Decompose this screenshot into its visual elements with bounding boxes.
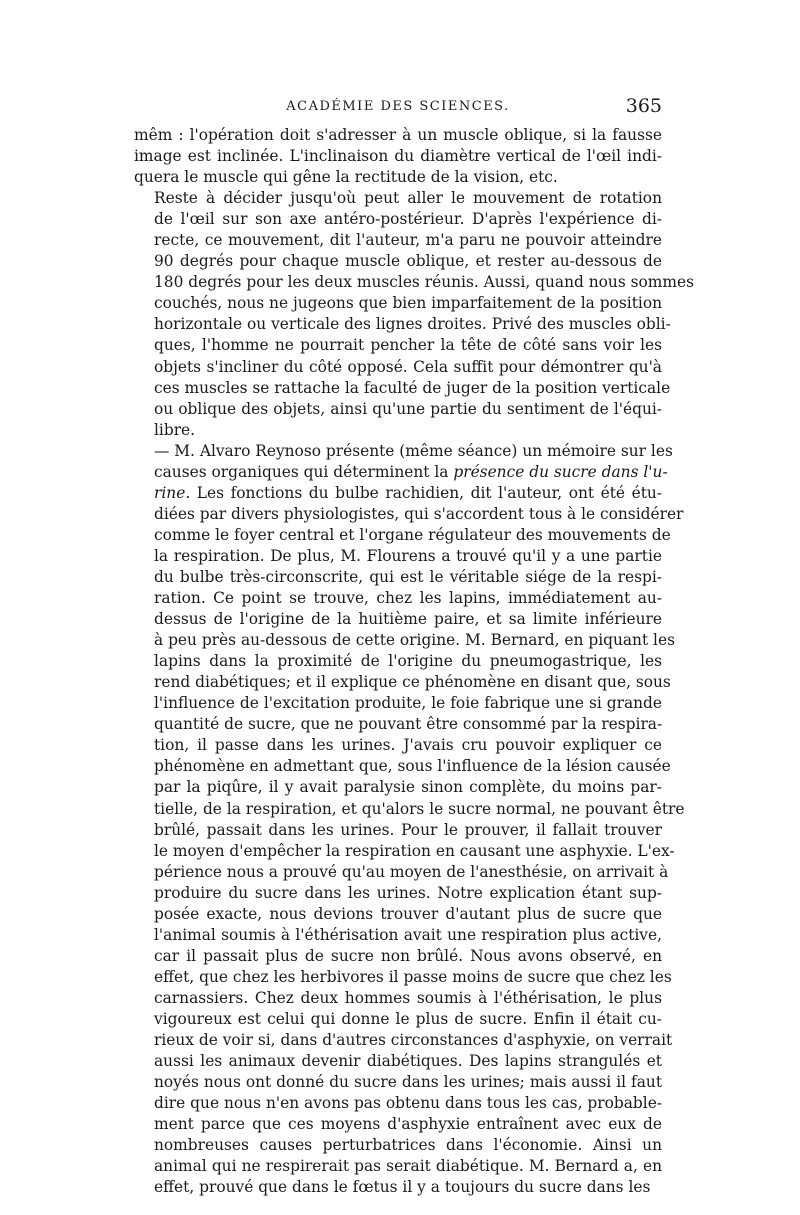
text-line: ment parce que ces moyens d'asphyxie entraînent avec eux de (154, 1115, 662, 1134)
running-header (134, 95, 662, 125)
text-line: causes organiques qui déterminent la présence du sucre dans l'u- (154, 462, 668, 481)
text-line: l'influence de l'excitation produite, le foie fabrique une si grande (154, 694, 662, 713)
text-line: l'animal soumis à l'éthérisation avait une respiration plus active, (154, 925, 662, 944)
paragraph (134, 125, 662, 188)
text-line: ou oblique des objets, ainsi qu'une partie du sentiment de l'équi- (154, 399, 662, 418)
text-line: rieux de voir si, dans d'autres circonstances d'asphyxie, on verrait (154, 1031, 673, 1050)
text-line: ces muscles se rattache la faculté de juger de la position verticale (154, 378, 671, 397)
text-line: horizontale ou verticale des lignes droites. Privé des muscles obli- (154, 315, 671, 334)
text-line: mêm : l'opération doit s'adresser à un muscle oblique, si la fausse (134, 126, 662, 144)
text-line: phénomène en admettant que, sous l'influence de la lésion causée (154, 757, 671, 776)
page-number: 365 (625, 95, 662, 117)
text-line: vigoureux est celui qui donne le plus de sucre. Enfin il était cu- (154, 1009, 662, 1028)
text-line: tion, il passe dans les urines. J'avais cru pouvoir expliquer ce (154, 736, 662, 755)
paragraph (134, 441, 685, 1199)
text-line: le moyen d'empêcher la respiration en causant une asphyxie. L'ex- (154, 841, 675, 860)
text-line: périence nous a prouvé qu'au moyen de l'anesthésie, on arrivait à (154, 862, 669, 881)
text-line: carnassiers. Chez deux hommes soumis à l'éthérisation, le plus (154, 988, 662, 1007)
text-line: dessus de l'origine de la huitième paire, et sa limite inférieure (154, 610, 662, 629)
text-line: animal qui ne respirerait pas serait diabétique. M. Bernard a, en (154, 1157, 662, 1176)
text-line: diées par divers physiologistes, qui s'accordent tous à le considérer (154, 504, 684, 523)
paragraph (134, 188, 694, 441)
text-line: posée exacte, nous devions trouver d'autant plus de sucre que (154, 904, 662, 923)
text-line: la respiration. De plus, M. Flourens a trouvé qu'il y a une partie (154, 546, 662, 565)
text-line: dire que nous n'en avons pas obtenu dans tous les cas, probable- (154, 1094, 662, 1113)
text-line: ques, l'homme ne pourrait pencher la tête de côté sans voir les (154, 336, 662, 355)
text-line: tielle, de la respiration, et qu'alors le sucre normal, ne pouvant être (154, 799, 685, 818)
text-line: effet, prouvé que dans le fœtus il y a toujours du sucre dans les (154, 1178, 651, 1197)
text-line: recte, ce mouvement, dit l'auteur, m'a paru ne pouvoir atteindre (154, 231, 662, 250)
text-line: image est inclinée. L'inclinaison du diamètre vertical de l'œil indi- (134, 147, 662, 166)
body-text (134, 125, 694, 1198)
text-line: brûlé, passait dans les urines. Pour le prouver, il fallait trouver (154, 820, 662, 839)
text-line: à peu près au-dessous de cette origine. M. Bernard, en piquant les (154, 631, 675, 650)
text-line: du bulbe très-circonscrite, qui est le véritable siége de la respi- (154, 567, 662, 586)
text-line: car il passait plus de sucre non brûlé. Nous avons observé, en (154, 946, 662, 965)
text-line: — M. Alvaro Reynoso présente (même séance) un mémoire sur les (154, 441, 673, 460)
text-line: couchés, nous ne jugeons que bien imparfaitement de la position (154, 294, 662, 313)
text-line: ration. Ce point se trouve, chez les lapins, immédiatement au- (154, 589, 662, 608)
text-line: effet, que chez les herbivores il passe moins de sucre que chez les (154, 967, 672, 986)
text-line: noyés nous ont donné du sucre dans les urines; mais aussi il faut (154, 1073, 662, 1092)
text-line: objets s'incliner du côté opposé. Cela suffit pour démontrer qu'à (154, 357, 662, 376)
document-page (134, 95, 694, 1198)
running-header-title: ACADÉMIE DES SCIENCES. (286, 99, 510, 114)
text-line: comme le foyer central et l'organe régulateur des mouvements de (154, 525, 671, 544)
text-line: lapins dans la proximité de l'origine du pneumogastrique, les (154, 652, 662, 671)
text-line: quantité de sucre, que ne pouvant être consommé par la respira- (154, 715, 663, 734)
text-line: 90 degrés pour chaque muscle oblique, et rester au-dessous de (154, 252, 662, 271)
text-line: 180 degrés pour les deux muscles réunis. Aussi, quand nous sommes (154, 273, 694, 292)
text-line: rend diabétiques; et il explique ce phénomène en disant que, sous (154, 673, 671, 692)
text-line: libre. (154, 420, 196, 439)
text-line: produire du sucre dans les urines. Notre explication étant sup- (154, 883, 662, 902)
text-line: Reste à décider jusqu'où peut aller le mouvement de rotation (154, 189, 662, 208)
text-line: rine. Les fonctions du bulbe rachidien, dit l'auteur, ont été étu- (154, 483, 662, 502)
text-line: de l'œil sur son axe antéro-postérieur. D'après l'expérience di- (154, 210, 662, 229)
text-line: quera le muscle qui gêne la rectitude de la vision, etc. (134, 168, 558, 187)
text-line: par la piqûre, il y avait paralysie sinon complète, du moins par- (154, 778, 662, 797)
text-line: aussi les animaux devenir diabétiques. Des lapins strangulés et (154, 1052, 662, 1071)
text-line: nombreuses causes perturbatrices dans l'économie. Ainsi un (154, 1136, 662, 1155)
